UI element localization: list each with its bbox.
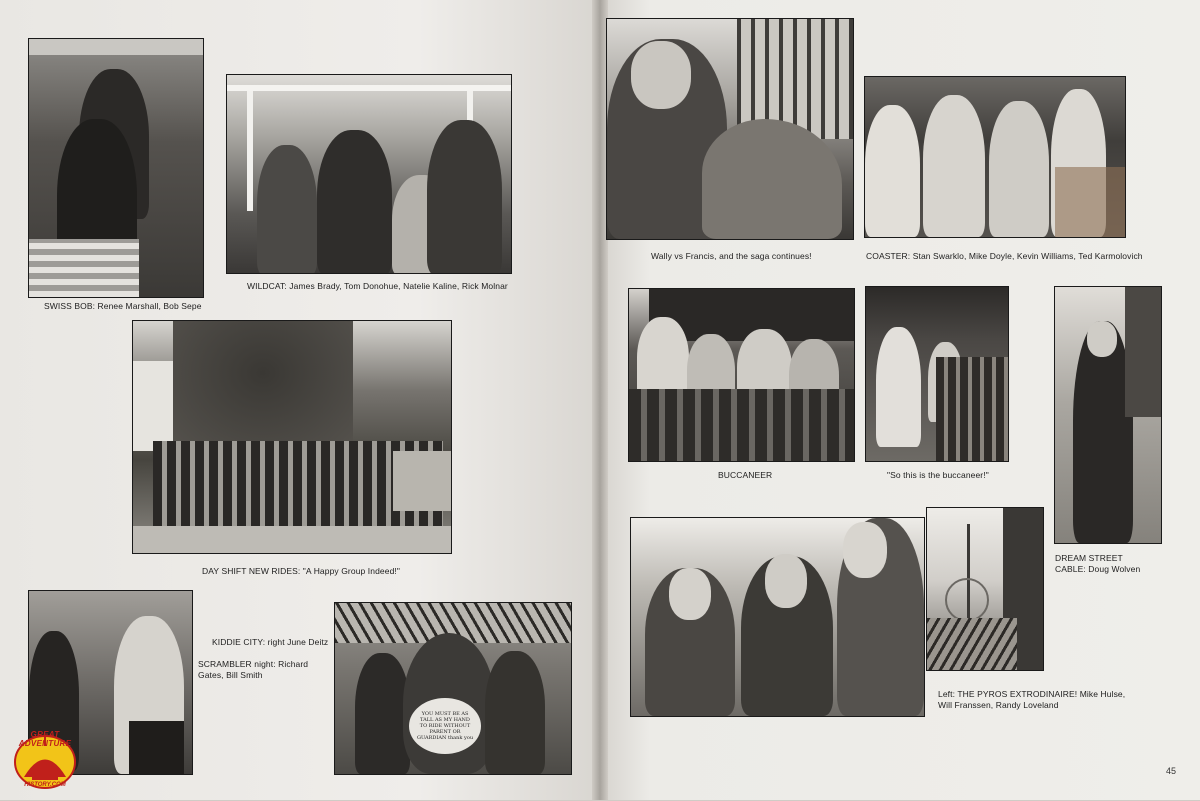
caption-pyros: Left: THE PYROS EXTRODINAIRE! Mike Hulse, Will Franssen, Randy Loveland: [938, 689, 1126, 710]
caption-wildcat: WILDCAT: James Brady, Tom Donohue, Natelie Kaline, Rick Molnar: [247, 281, 508, 291]
scene-wally-vs-francis: [607, 19, 853, 239]
caption-swiss-bob: SWISS BOB: Renee Marshall, Bob Sepe: [44, 301, 202, 311]
photo-swiss-bob: [28, 38, 204, 298]
photo-scrambler: [334, 602, 572, 775]
photo-so-this-is-the-buccaneer: [865, 286, 1009, 462]
caption-so-this: "So this is the buccaneer!": [887, 470, 989, 480]
sign-text: YOU MUST BE AS TALL AS MY HAND TO RIDE WITHOUT PARENT OR GUARDIAN thank you: [416, 711, 474, 741]
photo-day-shift: [132, 320, 452, 554]
scene-wildcat: [227, 75, 511, 273]
caption-dream-street: DREAM STREET CABLE: Doug Wolven: [1055, 553, 1141, 574]
scene-day-shift: [133, 321, 451, 553]
scene-so-this: [866, 287, 1008, 461]
scene-buccaneer: [629, 289, 854, 461]
caption-day-shift: DAY SHIFT NEW RIDES: "A Happy Group Indeed!": [202, 566, 400, 576]
photo-pyros-coaster: [926, 507, 1044, 671]
great-adventure-history-logo: [4, 722, 86, 796]
photo-wildcat: [226, 74, 512, 274]
photo-wally-vs-francis: [606, 18, 854, 240]
photo-coaster: [864, 76, 1126, 238]
scene-dream-street: [1055, 287, 1161, 543]
height-requirement-sign: [409, 698, 481, 754]
caption-coaster: COASTER: Stan Swarklo, Mike Doyle, Kevin Williams, Ted Karmolovich: [866, 251, 1143, 261]
caption-scrambler: SCRAMBLER night: Richard Gates, Bill Smith: [198, 659, 309, 680]
scene-pyros: [631, 518, 924, 716]
logo-bottom-text: HISTORY.COM: [24, 782, 66, 788]
scene-pyros-coaster: [927, 508, 1043, 670]
logo-top-text: GREAT ADVENTURE: [18, 730, 72, 748]
photo-pyros: [630, 517, 925, 717]
caption-kiddie-city: KIDDIE CITY: right June Deitz: [212, 637, 329, 647]
page-number: 45: [1166, 766, 1177, 776]
scene-coaster: [865, 77, 1125, 237]
scene-swiss-bob: [29, 39, 203, 297]
scene-scrambler: [335, 603, 571, 774]
photo-dream-street-cable: [1054, 286, 1162, 544]
photo-buccaneer: [628, 288, 855, 462]
caption-wally-vs-francis: Wally vs Francis, and the saga continues!: [651, 251, 812, 261]
caption-buccaneer: BUCCANEER: [718, 470, 773, 480]
